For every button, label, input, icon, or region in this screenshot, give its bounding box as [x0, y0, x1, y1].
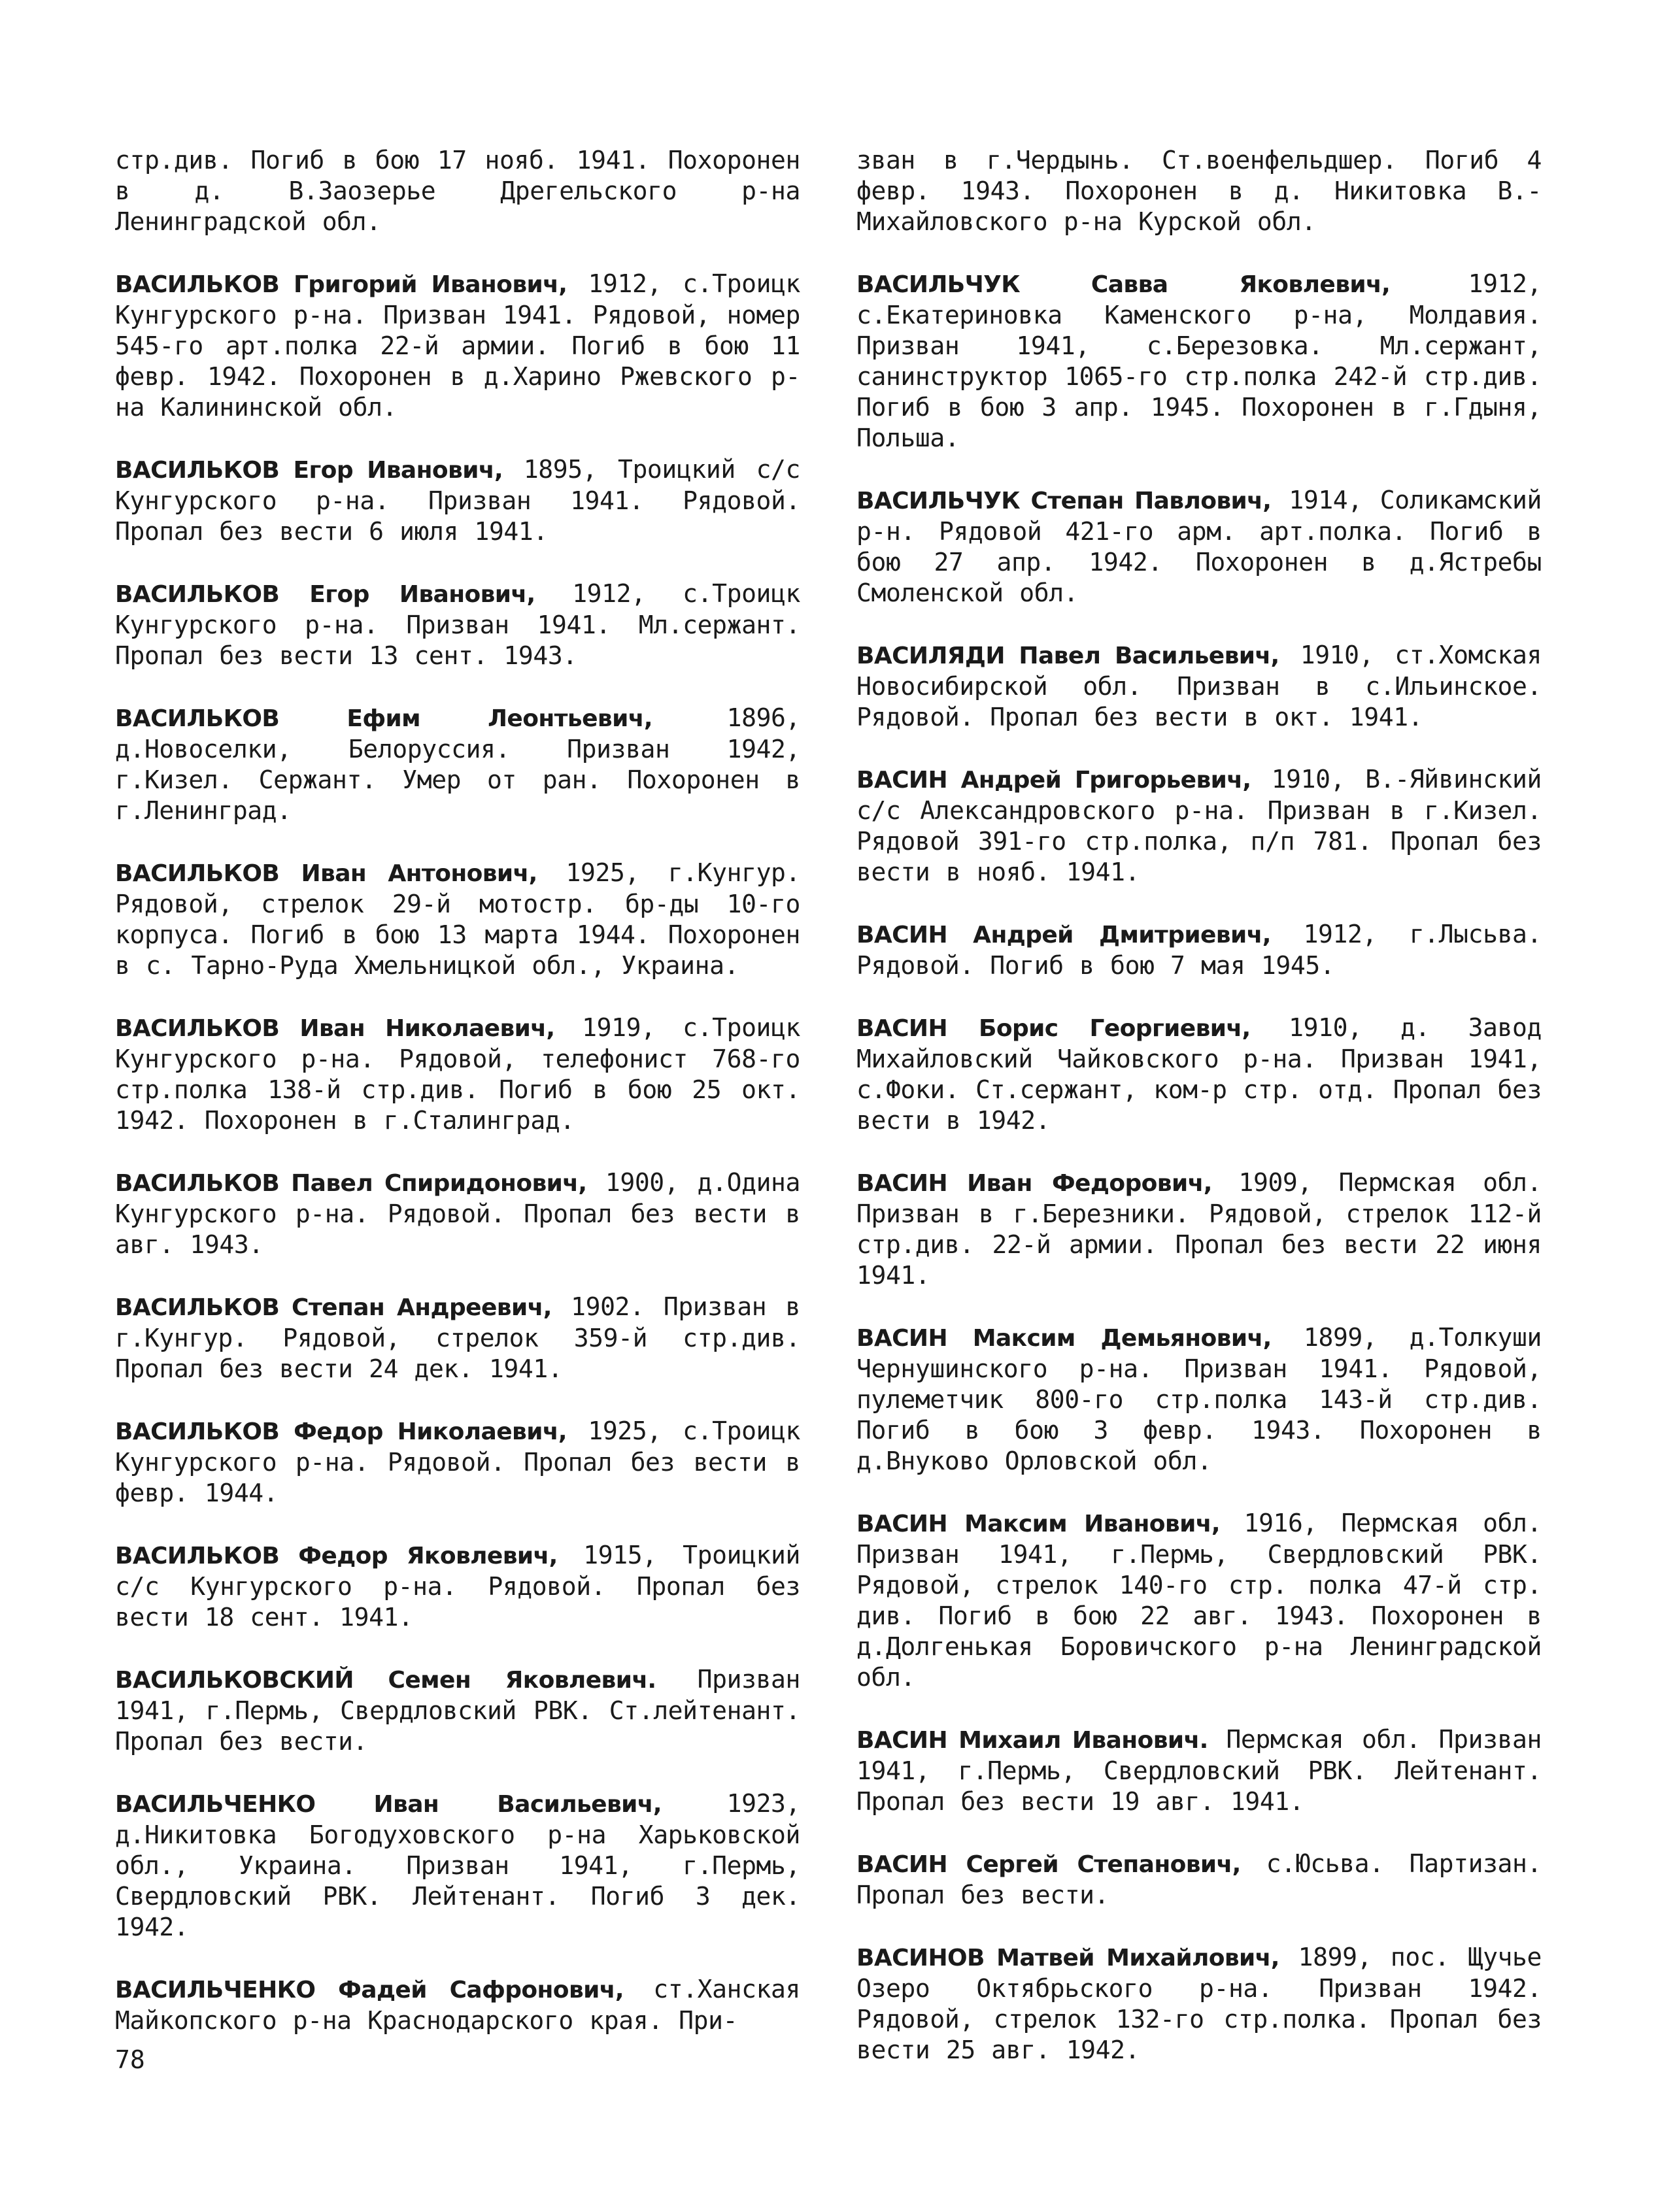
entry	[856, 640, 1542, 733]
entry-name: ВАСИЛЬКОВ Иван Николаевич,	[115, 1015, 555, 1042]
entry-text: Призван 1941, г.Пермь, Свердловский РВК. Ст.лейтенант. Пропал без вести.	[115, 1665, 800, 1756]
entry-text: 1895, Троицкий с/с Кунгурского р-на. Призван 1941. Рядовой. Пропал без вести 6 июля 1941.	[115, 455, 801, 546]
entry-text: 1902. Призван в г.Кунгур. Рядовой, стрелок 359-й стр.див. Пропал без вести 24 дек. 1941.	[115, 1292, 801, 1383]
entry-text: 1912, г.Лысьва. Рядовой. Погиб в бою 7 мая 1945.	[856, 920, 1542, 980]
entry	[856, 919, 1542, 981]
entry-name: ВАСИЛЬКОВ Иван Антонович,	[115, 860, 537, 887]
entry-name: ВАСИЛЬКОВ Степан Андреевич,	[115, 1294, 552, 1321]
entry-text: 1909, Пермская обл. Призван в г.Березники. Рядовой, стрелок 112-й стр.див. 22-й армии. Пропал без вести 22 июня 1941.	[856, 1168, 1542, 1290]
entry	[115, 269, 800, 423]
entry	[115, 1788, 800, 1943]
entry	[115, 578, 800, 671]
entry-text: 1910, ст.Хомская Новосибирской обл. Призван в с.Ильинское. Рядовой. Пропал без вести в окт. 1941.	[856, 641, 1542, 731]
entry	[115, 1974, 800, 2036]
entry	[115, 1416, 800, 1509]
entry-text: 1912, с.Екатериновка Каменского р-на, Молдавия. Призван 1941, с.Березовка. Мл.сержант, санинструктор 1065-го стр.полка 242-й стр.див. Погиб в бою 3 апр. 1945. Похоронен в г.Гдыня, Польша.	[856, 269, 1542, 452]
entry-name: ВАСИЛЬКОВ Григорий Иванович,	[115, 271, 567, 298]
entry-name: ВАСИН Борис Георгиевич,	[856, 1015, 1251, 1042]
entry-name: ВАСИН Иван Федорович,	[856, 1170, 1212, 1197]
entry-name: ВАСИЛЬЧУК Савва Яковлевич,	[856, 271, 1391, 298]
entry-text: 1899, пос. Щучье Озеро Октябрьского р-на. Призван 1942. Рядовой, стрелок 132-го стр.полка. Пропал без вести 25 авг. 1942.	[856, 1943, 1542, 2064]
entry-name: ВАСИЛЬКОВ Егор Иванович,	[115, 581, 535, 608]
entry-text: с.Юсьва. Партизан. Пропал без вести.	[856, 1849, 1542, 1909]
entry-name: ВАСИН Михаил Иванович.	[856, 1727, 1208, 1754]
entry-continued	[856, 145, 1542, 237]
entry-name: ВАСИЛЬКОВ Егор Иванович,	[115, 457, 503, 484]
entry-name: ВАСИН Максим Демьянович,	[856, 1325, 1272, 1352]
entry	[856, 1013, 1542, 1136]
entry-text: 1919, с.Троицк Кунгурского р-на. Рядовой, телефонист 768-го стр.полка 138-й стр.див. Погиб в бою 25 окт. 1942. Похоронен в г.Сталинград.	[115, 1013, 800, 1135]
entry-name: ВАСИЛЬЧЕНКО Фадей Сафронович,	[115, 1977, 624, 2003]
entry-text: 1912, с.Троицк Кунгурского р-на. Призван 1941. Мл.сержант. Пропал без вести 13 сент. 1943.	[115, 579, 800, 670]
entry-text: 1912, с.Троицк Кунгурского р-на. Призван 1941. Рядовой, номер 545-го арт.полка 22-й армии. Погиб в бою 11 февр. 1942. Похоронен в д.Харино Ржевского р-на Калининской обл.	[115, 269, 800, 422]
entry-text: 1915, Троицкий с/с Кунгурского р-на. Рядовой. Пропал без вести 18 сент. 1941.	[115, 1541, 800, 1632]
entry	[856, 1942, 1542, 2066]
entry-text: 1899, д.Толкуши Чернушинского р-на. Призван 1941. Рядовой, пулеметчик 800-го стр.полка 143-й стр.див. Погиб в бою 3 февр. 1943. Похоронен в д.Внуково Орловской обл.	[856, 1323, 1542, 1475]
entry	[856, 1508, 1542, 1693]
right-column	[856, 145, 1542, 2097]
page-number: 78	[115, 2045, 145, 2074]
entry	[856, 485, 1542, 609]
entry-text: 1910, д. Завод Михайловский Чайковского р-на. Призван 1941, с.Фоки. Ст.сержант, ком-р стр. отд. Пропал без вести в 1942.	[856, 1013, 1542, 1135]
entry-text: зван в г.Чердынь. Ст.военфельдшер. Погиб 4 февр. 1943. Похоронен в д. Никитовка В.-Михайловского р-на Курской обл.	[856, 146, 1542, 236]
entry	[115, 1540, 800, 1633]
entry-text: 1900, д.Одина Кунгурского р-на. Рядовой. Пропал без вести в авг. 1943.	[115, 1168, 801, 1259]
entry	[115, 703, 800, 826]
entry-name: ВАСИЛЯДИ Павел Васильевич,	[856, 643, 1279, 669]
entry	[856, 269, 1542, 454]
entry-name: ВАСИН Андрей Дмитриевич,	[856, 922, 1271, 948]
entry	[115, 1664, 800, 1757]
entry-text: 1916, Пермская обл. Призван 1941, г.Пермь, Свердловский РВК. Рядовой, стрелок 140-го стр. полка 47-й стр. див. Погиб в бою 22 авг. 1943. Похоронен в д.Долгенькая Боровичского р-на Ленинградской обл.	[856, 1509, 1542, 1692]
entry-name: ВАСИЛЬКОВ Ефим Леонтьевич,	[115, 705, 652, 732]
entry	[856, 1167, 1542, 1291]
entry-name: ВАСИН Максим Иванович,	[856, 1511, 1220, 1537]
entry-name: ВАСИЛЬКОВ Федор Яковлевич,	[115, 1543, 558, 1569]
entry	[115, 454, 800, 547]
entry	[856, 1724, 1542, 1817]
entry-text: 1925, с.Троицк Кунгурского р-на. Рядовой. Пропал без вести в февр. 1944.	[115, 1416, 800, 1507]
entry	[115, 858, 800, 981]
left-column	[115, 145, 800, 2068]
entry-name: ВАСИН Сергей Степанович,	[856, 1851, 1241, 1878]
entry-text: 1896, д.Новоселки, Белоруссия. Призван 1942, г.Кизел. Сержант. Умер от ран. Похоронен в г.Ленинград.	[115, 703, 800, 825]
entry	[856, 764, 1542, 888]
entry-text: 1914, Соликамский р-н. Рядовой 421-го арм. арт.полка. Погиб в бою 27 апр. 1942. Похоронен в д.Ястребы Смоленской обл.	[856, 486, 1542, 607]
entry-name: ВАСИЛЬКОВ Федор Николаевич,	[115, 1418, 567, 1445]
entry-text: ст.Ханская Майкопского р-на Краснодарского края. При-	[115, 1975, 800, 2035]
entry	[115, 1292, 800, 1384]
entry-text: 1923, д.Никитовка Богодуховского р-на Харьковской обл., Украина. Призван 1941, г.Пермь, Свердловский РВК. Лейтенант. Погиб 3 дек. 1942.	[115, 1789, 800, 1941]
entry	[856, 1849, 1542, 1911]
entry	[856, 1322, 1542, 1477]
entry-name: ВАСИНОВ Матвей Михайлович,	[856, 1945, 1279, 1971]
entry-text: Пермская обл. Призван 1941, г.Пермь, Свердловский РВК. Лейтенант. Пропал без вести 19 авг. 1941.	[856, 1725, 1542, 1816]
entry-name: ВАСИЛЬЧЕНКО Иван Васильевич,	[115, 1791, 662, 1818]
entry-text: стр.див. Погиб в бою 17 нояб. 1941. Похоронен в д. В.Заозерье Дрегельского р-на Ленинградской обл.	[115, 146, 800, 236]
entry-text: 1925, г.Кунгур. Рядовой, стрелок 29-й мотостр. бр-ды 10-го корпуса. Погиб в бою 13 марта 1944. Похоронен в с. Тарно-Руда Хмельницкой обл., Украина.	[115, 858, 801, 980]
entry	[115, 1013, 800, 1136]
entry-name: ВАСИЛЬКОВСКИЙ Семен Яковлевич.	[115, 1667, 656, 1694]
entry-name: ВАСИЛЬЧУК Степан Павлович,	[856, 488, 1272, 514]
entry-name: ВАСИН Андрей Григорьевич,	[856, 767, 1251, 794]
entry	[115, 1167, 800, 1260]
entry-text: 1910, В.-Яйвинский с/с Александровского р-на. Призван в г.Кизел. Рядовой 391-го стр.полка, п/п 781. Пропал без вести в нояб. 1941.	[856, 765, 1542, 886]
entry-name: ВАСИЛЬКОВ Павел Спиридонович,	[115, 1170, 587, 1197]
entry-continued	[115, 145, 800, 237]
